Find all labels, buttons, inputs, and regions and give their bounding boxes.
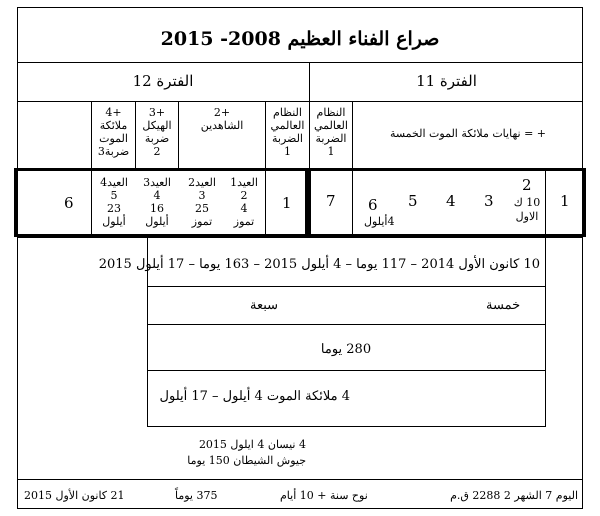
- days-280: 280 يوما: [320, 342, 372, 357]
- page-title: صراع الفناء العظيم 2008- 2015: [160, 28, 440, 50]
- footer-center: نوح سنة + 10 أيام: [280, 489, 368, 502]
- number-2-sub2: الاول: [515, 210, 539, 223]
- number-7: 7: [326, 192, 336, 210]
- number-4: 4: [446, 192, 456, 210]
- number-6: 6: [368, 196, 378, 214]
- number-2-sub1: 10 ك: [513, 196, 541, 209]
- date-span: 10 كانون الأول 2014 – 117 يوما – 4 أيلول 2015 – 163 يوما – 17 أيلول 2015: [98, 257, 540, 272]
- label-seven: سبعة: [250, 298, 279, 313]
- label-five: خمسة: [486, 298, 521, 313]
- period-12-cell-world-order: النظام العالمي الضربة 1: [270, 106, 305, 158]
- footer-left: 21 كانون الأول 2015: [24, 489, 125, 502]
- period-12-cell-witnesses: +2 الشاهدين: [200, 106, 244, 132]
- angels-of-death-line: 4 ملائكة الموت 4 أيلول – 17 أيلول: [159, 389, 350, 404]
- feast-1: العيد1 2 4 تموز: [230, 176, 258, 228]
- number-1: 1: [560, 192, 570, 210]
- feast-row-one: 1: [282, 194, 292, 212]
- period-12-cell-temple: +3 الهيكل ضربة 2: [142, 106, 172, 158]
- lower-line-2: جيوش الشيطان 150 يوما: [187, 454, 306, 467]
- number-6-date: 4أيلول: [364, 215, 395, 228]
- period-11-legend: + = نهايات ملائكة الموت الخمسة: [389, 127, 547, 140]
- number-2: 2: [522, 176, 532, 194]
- feast-row-six: 6: [64, 194, 74, 212]
- feast-3: العيد3 4 16 أيلول: [143, 176, 171, 228]
- period-12-cell-angels: +4 ملائكة الموت ضربة3: [97, 106, 130, 158]
- feast-4: العيد4 5 23 أيلول: [100, 176, 128, 228]
- number-5: 5: [408, 192, 418, 210]
- feast-2: العيد2 3 25 تموز: [188, 176, 216, 228]
- number-3: 3: [484, 192, 494, 210]
- period-11-heading: الفترة 11: [416, 72, 477, 90]
- lower-line-1: 4 نيسان 4 ايلول 2015: [198, 438, 306, 451]
- footer-right: اليوم 7 الشهر 2 2288 ق.م: [450, 489, 578, 502]
- period-12-heading: الفترة 12: [132, 72, 194, 90]
- period-11-cell-world-order: النظام العالمي الضربة 1: [314, 106, 348, 158]
- footer-days: 375 يوماً: [175, 489, 218, 502]
